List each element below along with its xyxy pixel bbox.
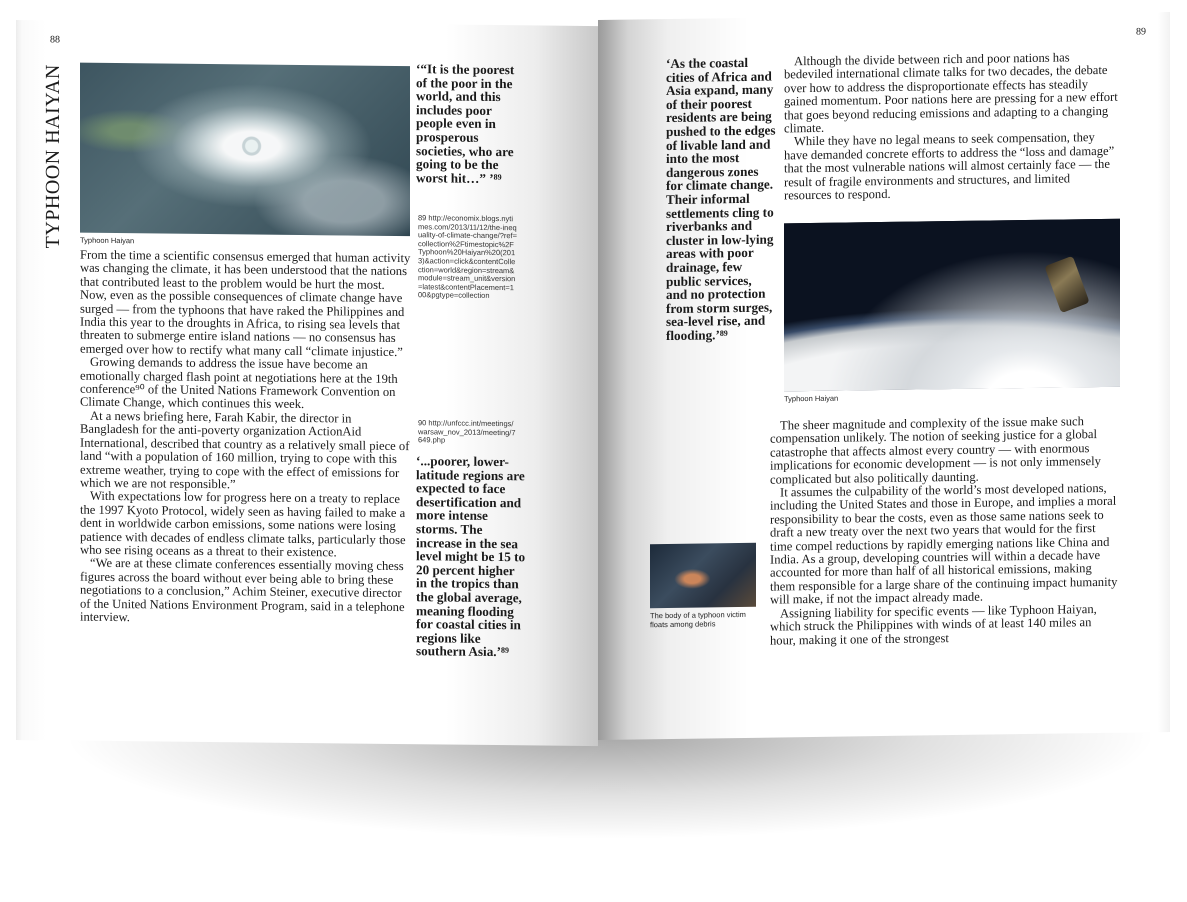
paragraph: “We are at these climate conferences essentially moving chess figures across the board without ever being able to bring these negotiations to a conclusion,” Achim Steiner, executive director of the United Nations Environment Program, said in a telephone interview. xyxy=(80,556,405,625)
pull-quote: ‘“It is the poorest of the poor in the world, and this includes poor people even in prosperous societies, who are going to be the worst hit…” ’⁸⁹ xyxy=(416,61,515,186)
page-number: 89 xyxy=(1136,26,1146,38)
paragraph: The sheer magnitude and complexity of the issue make such compensation unlikely. The notion of seeking justice for a global catastrophe that affects almost every country — with enormous implications for economic development — is not only immensely complicated but also politically daunting. xyxy=(770,414,1101,487)
typhoon-satellite-photo xyxy=(80,63,410,236)
debris-photo xyxy=(650,543,756,608)
footnote-90: 90 http://unfccc.int/meetings/warsaw_nov_2013/meeting/7649.php xyxy=(418,418,516,445)
paragraph: With expectations low for progress here on a treaty to replace the 1997 Kyoto Protocol, widely seen as having failed to make a dent in worldwide carbon emissions, some nations were losing patience with decades of endless climate talks, particularly those who see rising oceans as a threat to their existence. xyxy=(80,489,406,560)
paragraph: It assumes the culpability of the world’s most developed nations, including the United States and those in Europe, and implies a moral responsibility to bear the costs, even as those same nations seek to draft a new treaty over the next two years that would for the first time compel reductions by rapidly emerging nations like China and India. As a group, developing countries will within a decade have accounted for more than half of all historical emissions, making them responsible for a large share of the continuing impact humanity will make, if not the impact already made. xyxy=(770,480,1118,607)
paragraph: Although the divide between rich and poor nations has bedeviled international climate talks for two decades, the debate over how to address the disproportionate effects has steadily gained momentum. Poor nations here are pressing for a new effort that goes beyond reducing emissions and adapting to a changing climate. xyxy=(784,50,1118,136)
page-number: 88 xyxy=(50,34,60,46)
paragraph: Assigning liability for specific events — like Typhoon Haiyan, which struck the Philippines with winds of at least 140 miles an hour, making it one of the strongest xyxy=(770,601,1097,648)
footnote-89: 89 http://economix.blogs.nytimes.com/2013/11/12/the-inequality-of-climate-change/?ref=collection%2Ftimestopic%2FTyphoon%20Haiyan%20(2013)&action=click&contentCollection=world&region=stream&module=stream_unit&version=latest&contentPlacement=100&pgtype=collection xyxy=(418,213,518,301)
photo-caption: The body of a typhoon victim floats among debris xyxy=(650,609,746,630)
body-text-left xyxy=(80,249,412,628)
pull-quote: ‘...poorer, lower-latitude regions are expected to face desertification and more intense storms. The increase in the sea level might be 15 to 20 percent higher in the tropics than the global average, meaning flooding for coastal cities in regions like southern Asia.’⁸⁹ xyxy=(416,453,526,660)
pull-quote: ‘As the coastal cities of Africa and Asia expand, many of their poorest residents are being pushed to the edges of livable land and into the most dangerous zones for climate change. Their informal settlements cling to riverbanks and cluster in low-lying areas with poor drainage, few public services, and no protection from storm surges, sea-level rise, and flooding.’⁸⁹ xyxy=(666,54,776,343)
paragraph: Growing demands to address the issue have become an emotionally charged flash point at negotiations here at the 19th conference⁹⁰ of the United Nations Framework Convention on Climate Change, which continues this week. xyxy=(80,355,398,412)
photo-caption: Typhoon Haiyan xyxy=(784,393,839,404)
paragraph: At a news briefing here, Farah Kabir, the director in Bangladesh for the anti-poverty organization ActionAid International, described that country as a relatively small piece of land “with a population of 160 million, trying to cope with this extreme weather, trying to cope with the effect of emissions for which we are not responsible.” xyxy=(80,408,410,492)
paragraph: While they have no legal means to seek compensation, they have demanded concrete efforts to address the “loss and damage” that the most vulnerable nations will almost certainly face — the result of fragile environments and structures, and limited resources to respond. xyxy=(784,130,1115,203)
body-text-right-bottom xyxy=(770,415,1120,648)
section-title: TYPHOON HAIYAN xyxy=(42,64,64,249)
body-text-right-top xyxy=(784,51,1120,203)
space-station-arm xyxy=(1044,256,1089,313)
photo-caption: Typhoon Haiyan xyxy=(80,235,135,246)
left-page xyxy=(16,20,598,746)
right-page xyxy=(598,12,1170,740)
paragraph: From the time a scientific consensus emerged that human activity was changing the climate, it has been understood that the nations that contributed least to the problem would be hurt the most. Now, even as the possible consequences of climate change have surged — from the typhoons that have raked the Philippines and India this year to the droughts in Africa, to rising sea levels that threaten to submerge entire island nations — no consensus has emerged over how to rectify what many call “climate injustice.” xyxy=(80,247,411,359)
typhoon-orbit-photo xyxy=(784,219,1120,392)
